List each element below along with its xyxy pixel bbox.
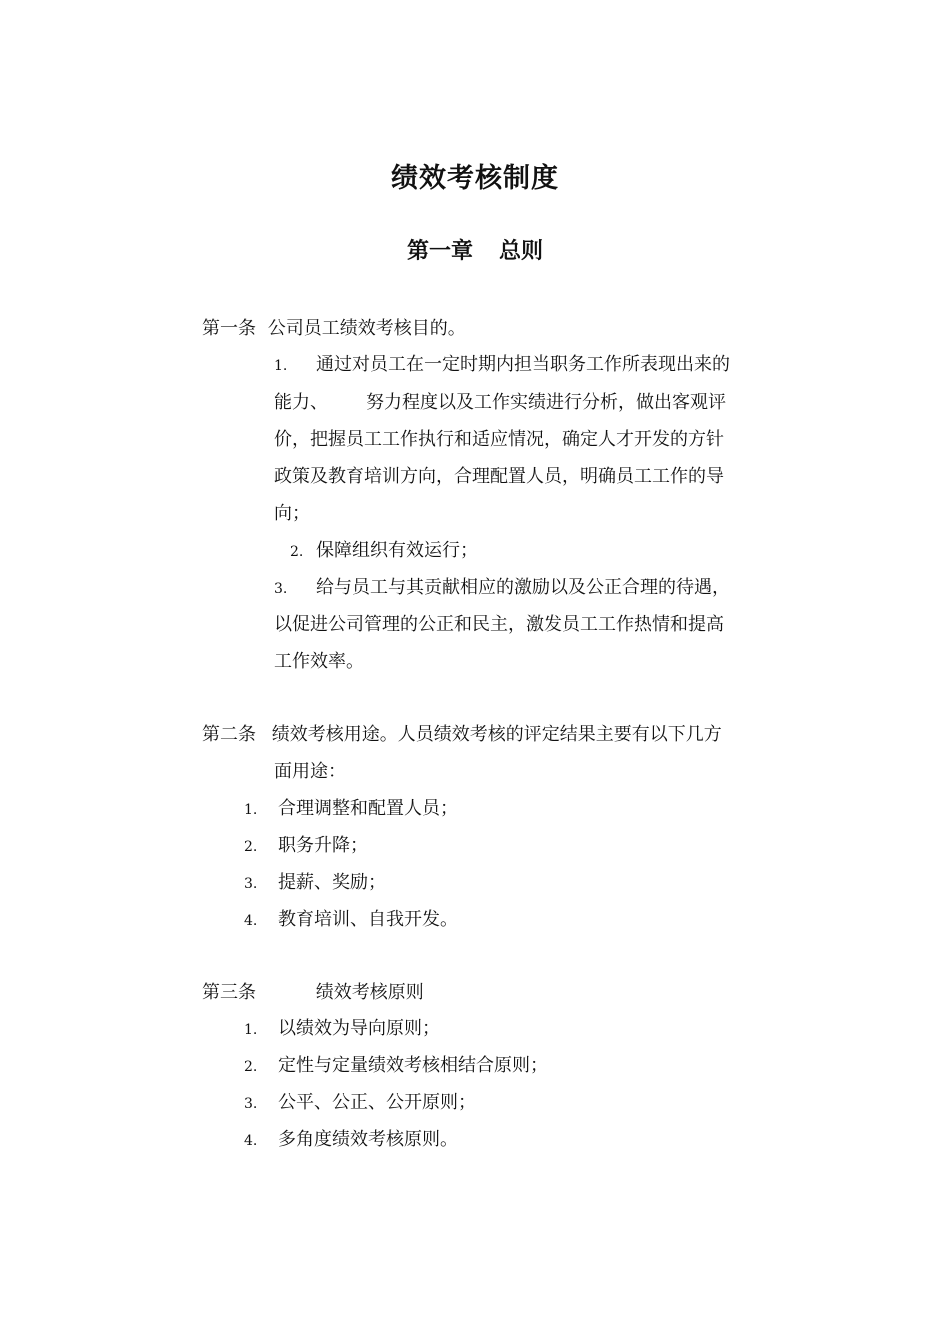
article-1-label: 第一条 (202, 318, 256, 339)
list-text: 职务升降； (278, 835, 368, 856)
list-text: 多角度绩效考核原则。 (278, 1129, 458, 1150)
list-number: 3. (274, 581, 288, 597)
article-1-item-1-line-4: 政策及教育培训方向，合理配置人员，明确员工工作的导 (274, 466, 724, 487)
article-2-text-line-2: 面用途： (274, 761, 346, 782)
article-1-item-1-line-2 (274, 390, 726, 416)
article-2-heading (202, 722, 722, 748)
list-text: 公平、公正、公开原则； (278, 1092, 476, 1113)
article-2-text: 绩效考核用途。人员绩效考核的评定结果主要有以下几方 (271, 724, 722, 745)
list-number: 2. (244, 839, 258, 855)
list-text: 定性与定量绩效考核相结合原则； (278, 1055, 548, 1076)
article-3-item-2 (244, 1053, 548, 1080)
chapter-heading (0, 234, 950, 265)
list-number: 2. (290, 544, 304, 560)
list-text: 提薪、奖励； (278, 872, 386, 893)
article-3-heading (202, 980, 424, 1006)
article-1-item-3-line-3: 工作效率。 (274, 651, 364, 672)
list-text: 努力程度以及工作实绩进行分析，做出客观评 (366, 392, 726, 413)
article-1-item-3-line-1 (274, 575, 730, 602)
chapter-name: 总则 (499, 239, 544, 264)
article-2-item-1 (244, 796, 458, 823)
article-1-item-1-line-3: 价，把握员工工作执行和适应情况，确定人才开发的方针 (274, 429, 724, 450)
article-3-item-4 (244, 1127, 458, 1154)
list-number: 4. (244, 1133, 258, 1149)
article-1-item-1-line-5: 向； (274, 503, 310, 524)
article-2-item-4 (244, 907, 458, 934)
list-number: 4. (244, 913, 258, 929)
list-number: 1. (244, 802, 258, 818)
article-3-item-3 (244, 1090, 476, 1117)
list-number: 2. (244, 1059, 258, 1075)
article-2-item-2 (244, 833, 368, 860)
article-1-text: 公司员工绩效考核目的。 (267, 318, 466, 339)
list-number: 3. (244, 1096, 258, 1112)
list-text: 保障组织有效运行； (316, 540, 478, 561)
article-3-item-1 (244, 1016, 440, 1043)
list-text: 给与员工与其贡献相应的激励以及公正合理的待遇， (316, 577, 730, 598)
article-3-text: 绩效考核原则 (315, 982, 424, 1003)
list-text: 通过对员工在一定时期内担当职务工作所表现出来的 (316, 354, 730, 375)
list-text: 以绩效为导向原则； (278, 1018, 440, 1039)
article-1-item-1-line-1 (274, 352, 730, 379)
list-text: 合理调整和配置人员； (278, 798, 458, 819)
list-number: 1. (274, 358, 288, 374)
article-3-label: 第三条 (202, 982, 256, 1003)
article-2-label: 第二条 (202, 724, 256, 745)
article-1-item-3-line-2: 以促进公司管理的公正和民主，激发员工工作热情和提高 (274, 614, 724, 635)
chapter-label: 第一章 (406, 239, 473, 264)
document-title: 绩效考核制度 (391, 163, 559, 194)
list-text: 教育培训、自我开发。 (278, 909, 458, 930)
article-1-item-2 (290, 538, 478, 565)
list-number: 1. (244, 1022, 258, 1038)
list-number: 3. (244, 876, 258, 892)
article-2-item-3 (244, 870, 386, 897)
list-text: 能力、 (274, 392, 328, 413)
article-1-heading (202, 316, 466, 342)
